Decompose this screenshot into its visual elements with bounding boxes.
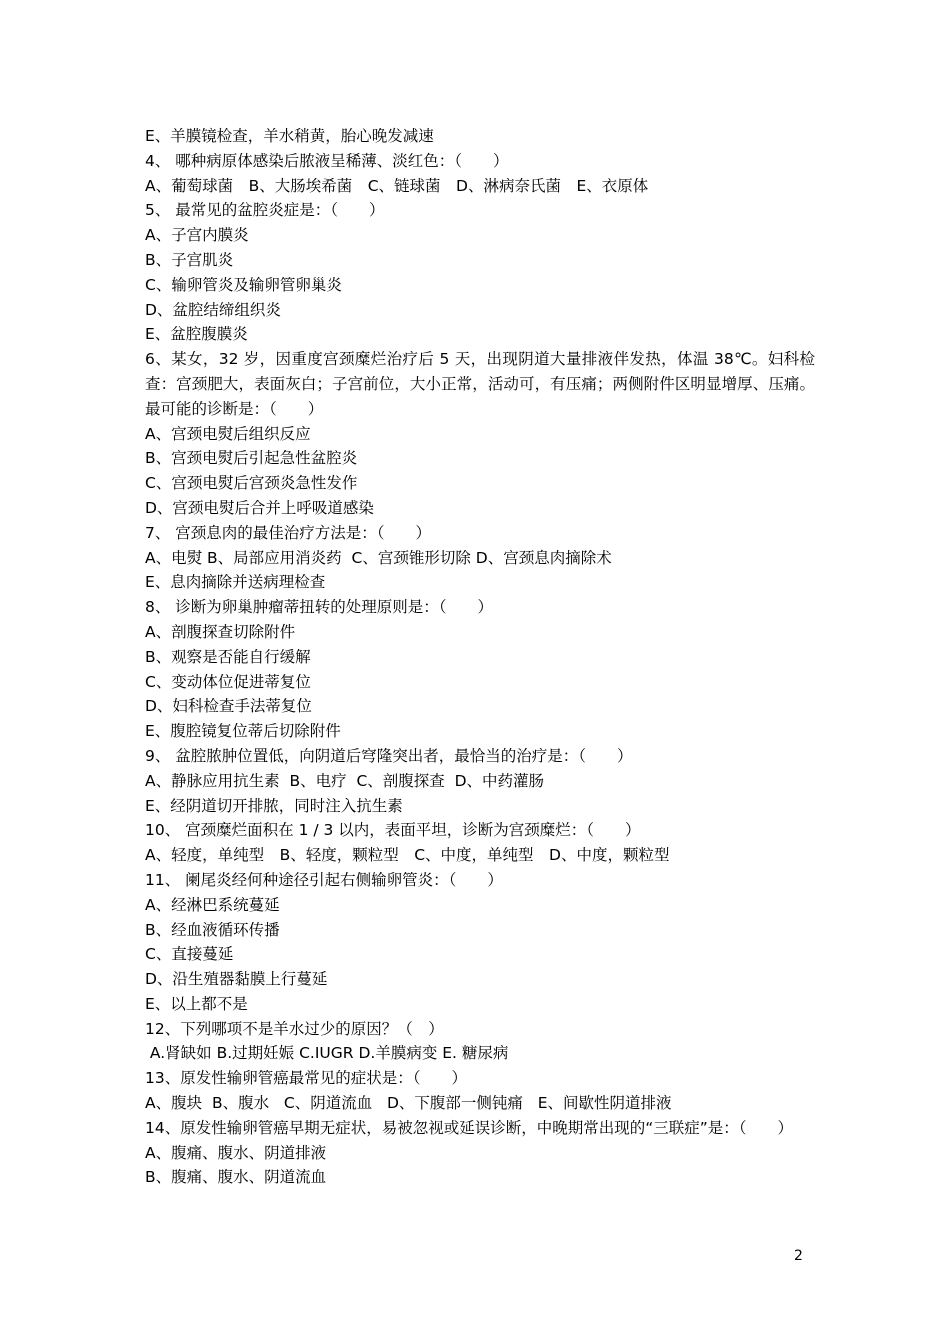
option-line: A、经淋巴系统蔓延 [145,895,280,914]
option-line: B、宫颈电熨后引起急性盆腔炎 [145,449,358,468]
question-line: 8、 诊断为卵巢肿瘤蒂扭转的处理原则是：（ ） [145,598,494,617]
option-line: A、腹痛、腹水、阴道排液 [145,1143,327,1162]
option-line: C、输卵管炎及输卵管卵巢炎 [145,275,342,294]
question-line: 4、 哪种病原体感染后脓液呈稀薄、淡红色：（ ） [145,151,509,170]
question-line: 10、 宫颈糜烂面积在 1 / 3 以内，表面平坦，诊断为宫颈糜烂：（ ） [145,821,641,840]
option-line: E、盆腔腹膜炎 [145,325,248,344]
question-line: 9、 盆腔脓肿位置低，向阴道后穹隆突出者，最恰当的治疗是：（ ） [145,746,633,765]
option-line: E、经阴道切开排脓，同时注入抗生素 [145,796,403,815]
option-line: B、观察是否能自行缓解 [145,647,311,666]
option-line: C、直接蔓延 [145,945,234,964]
option-line: A、电熨 B、局部应用消炎药 C、宫颈锥形切除 D、宫颈息肉摘除术 [145,548,612,567]
option-line: A、轻度，单纯型 B、轻度，颗粒型 C、中度，单纯型 D、中度，颗粒型 [145,846,670,865]
option-line: B、腹痛、腹水、阴道流血 [145,1168,327,1187]
option-line: A、剖腹探查切除附件 [145,622,296,641]
option-line: E、羊膜镜检查，羊水稍黄，胎心晚发减速 [145,127,434,145]
option-line: A、子宫内膜炎 [145,226,249,245]
option-line: B、子宫肌炎 [145,250,234,269]
option-line: E、以上都不是 [145,994,248,1013]
option-line: D、宫颈电熨后合并上呼吸道感染 [145,498,374,517]
question-line: 5、 最常见的盆腔炎症是：（ ） [145,201,385,220]
option-line: B、经血液循环传播 [145,920,280,939]
question-line: 7、 宫颈息肉的最佳治疗方法是：（ ） [145,523,432,542]
option-line: A、静脉应用抗生素 B、电疗 C、剖腹探查 D、中药灌肠 [145,771,545,790]
option-line: C、变动体位促进蒂复位 [145,672,311,691]
question-line: 13、原发性输卵管癌最常见的症状是：（ ） [145,1069,467,1088]
question-paragraph: 6、某女，32 岁，因重度宫颈糜烂治疗后 5 天，出现阴道大量排液伴发热，体温 38℃。妇科检查：宫颈肥大，表面灰白；子宫前位，大小正常，活动可，有压痛；两侧附件区明显增厚、压痛。最可能的诊断是：（ ） [145,350,815,418]
document-body [145,124,815,1190]
option-line: E、息肉摘除并送病理检查 [145,573,326,592]
question-line: 11、 阑尾炎经何种途径引起右侧输卵管炎：（ ） [145,870,503,889]
page-number: 2 [794,1248,803,1264]
question-paragraph: 14、原发性输卵管癌早期无症状，易被忽视或延误诊断，中晚期常出现的“三联症”是：（ ） [145,1118,794,1137]
option-line: A.肾缺如 B.过期妊娠 C.IUGR D.羊膜病变 E. 糖尿病 [145,1044,509,1063]
question-line: 12、下列哪项不是羊水过少的原因？（ ） [145,1019,444,1038]
option-line: A、腹块 B、腹水 C、阴道流血 D、下腹部一侧钝痛 E、间歇性阴道排液 [145,1094,672,1113]
option-line: C、宫颈电熨后宫颈炎急性发作 [145,474,358,493]
option-line: E、腹腔镜复位蒂后切除附件 [145,722,341,741]
option-line: A、宫颈电熨后组织反应 [145,424,311,443]
option-line: A、葡萄球菌 B、大肠埃希菌 C、链球菌 D、淋病奈氏菌 E、衣原体 [145,176,649,195]
option-line: D、妇科检查手法蒂复位 [145,697,312,716]
option-line: D、沿生殖器黏膜上行蔓延 [145,970,328,989]
option-line: D、盆腔结缔组织炎 [145,300,281,319]
